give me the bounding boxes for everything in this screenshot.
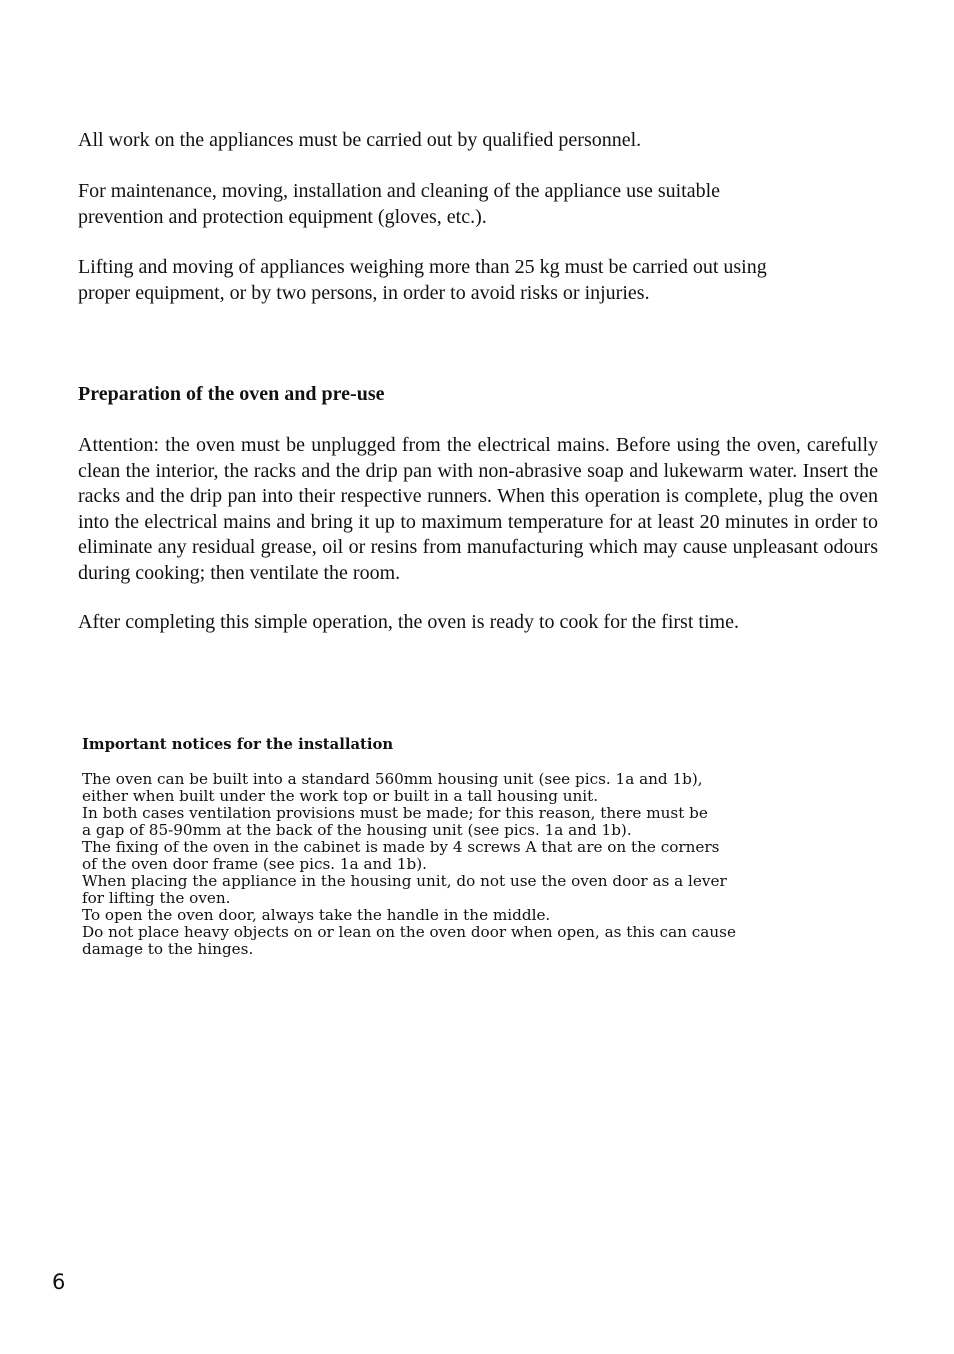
installation-notices xyxy=(82,771,802,958)
safety-paragraph-protection-equipment xyxy=(78,179,878,230)
preparation-heading: Preparation of the oven and pre-use xyxy=(78,383,385,405)
safety-text-line: Lifting and moving of appliances weighing more than 25 kg must be carried out using xyxy=(78,256,767,278)
safety-text-line: All work on the appliances must be carried out by qualified personnel. xyxy=(78,129,642,151)
installation-line: damage to the hinges. xyxy=(82,940,254,958)
safety-text-line: For maintenance, moving, installation and cleaning of the appliance use suitable xyxy=(78,180,721,202)
installation-line: a gap of 85-90mm at the back of the housing unit (see pics. 1a and 1b). xyxy=(82,821,632,839)
safety-paragraph-lifting xyxy=(78,255,878,306)
safety-paragraph-qualified-personnel xyxy=(78,128,878,154)
installation-line: When placing the appliance in the housing unit, do not use the oven door as a lever xyxy=(82,872,727,890)
installation-line: of the oven door frame (see pics. 1a and 1b). xyxy=(82,855,427,873)
installation-heading: Important notices for the installation xyxy=(82,736,394,753)
installation-line: To open the oven door, always take the handle in the middle. xyxy=(82,906,551,924)
page-number: 6 xyxy=(52,1270,66,1294)
installation-line: either when built under the work top or built in a tall housing unit. xyxy=(82,787,599,805)
installation-line: The oven can be built into a standard 560mm housing unit (see pics. 1a and 1b), xyxy=(82,770,703,788)
safety-text-line: prevention and protection equipment (gloves, etc.). xyxy=(78,205,487,228)
preparation-body: Attention: the oven must be unplugged from the electrical mains. Before using the oven, carefully clean the interior, the racks and the drip pan with non-abrasive soap and lukewarm water. Insert the racks and the drip pan into their respective runners. When this operation is complete, plug the oven into the electrical mains and bring it up to maximum temperature for at least 20 minutes in order to eliminate any residual grease, oil or resins from manufacturing which may cause unpleasant odours during cooking; then ventilate the room. xyxy=(78,434,878,584)
installation-line: In both cases ventilation provisions must be made; for this reason, there must be xyxy=(82,804,708,822)
preparation-closing: After completing this simple operation, the oven is ready to cook for the first time. xyxy=(78,611,739,633)
installation-line: Do not place heavy objects on or lean on the oven door when open, as this can cause xyxy=(82,923,736,941)
safety-text-line: proper equipment, or by two persons, in order to avoid risks or injuries. xyxy=(78,281,650,304)
installation-line: The fixing of the oven in the cabinet is made by 4 screws A that are on the corners xyxy=(82,838,720,856)
installation-line: for lifting the oven. xyxy=(82,889,231,907)
